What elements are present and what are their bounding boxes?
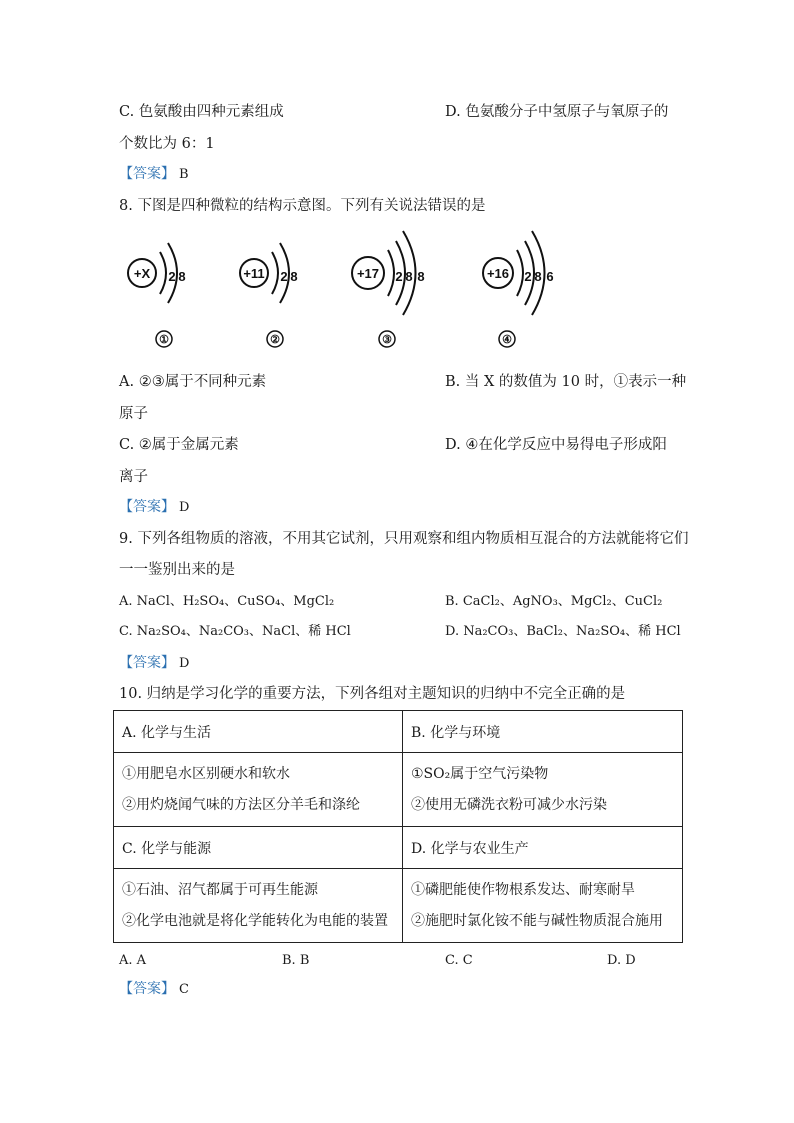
q9-stem: 9. 下列各组物质的溶液，不用其它试剂，只用观察和组内物质相互混合的方法就能将它们 — [119, 531, 689, 547]
shell-count: 2 — [280, 269, 288, 284]
q7-option-d-cont: 个数比为 6：1 — [119, 136, 215, 152]
q9-answer — [119, 653, 189, 674]
shell-count: 8 — [290, 269, 298, 284]
answer-value: D — [179, 500, 190, 515]
q10-option-c: C. C — [445, 953, 473, 968]
q8-option-c: C. ②属于金属元素 — [119, 437, 239, 453]
q9-option-d: D. Na₂CO₃、BaCl₂、Na₂SO₄、稀 HCl — [445, 624, 681, 639]
table-item: ②化学电池就是将化学能转化为电能的装置 — [122, 912, 388, 929]
q7-answer — [119, 164, 189, 185]
particle-label: ① — [159, 334, 169, 346]
table-item: ①磷肥能使作物根系发达、耐寒耐旱 — [411, 881, 635, 898]
q10-answer — [119, 979, 189, 1000]
table-cell-d-body — [403, 869, 683, 943]
shell-count: 8 — [534, 269, 542, 284]
shell-arc — [388, 250, 394, 296]
shell-count: 2 — [168, 269, 176, 284]
shell-arc — [272, 252, 278, 294]
table-item: ①SO₂属于空气污染物 — [411, 765, 549, 782]
nucleus-label: +16 — [486, 266, 510, 281]
q8-option-b: B. 当 X 的数值为 10 时，①表示一种 — [445, 374, 687, 390]
knowledge-table — [113, 710, 683, 943]
answer-tag: 【答案】 — [119, 499, 175, 515]
shell-count: 2 — [524, 269, 532, 284]
nucleus-label: +11 — [243, 266, 265, 281]
q9-stem-cont: 一一鉴别出来的是 — [119, 562, 235, 578]
shell-count: 8 — [405, 269, 413, 284]
shell-arc — [160, 252, 166, 294]
q7-option-c: C. 色氨酸由四种元素组成 — [119, 104, 284, 120]
table-item: ②使用无磷洗衣粉可减少水污染 — [411, 796, 607, 813]
shell-arc — [517, 250, 523, 296]
q10-stem: 10. 归纳是学习化学的重要方法，下列各组对主题知识的归纳中不完全正确的是 — [119, 686, 626, 702]
answer-tag: 【答案】 — [119, 981, 175, 997]
particle-label: ② — [270, 334, 280, 346]
nucleus-label: +X — [133, 266, 151, 281]
table-cell-c-body — [114, 869, 403, 943]
q9-option-c: C. Na₂SO₄、Na₂CO₃、NaCl、稀 HCl — [119, 624, 351, 639]
q10-option-d: D. D — [607, 953, 636, 968]
table-cell-a-body — [114, 753, 403, 827]
answer-value: D — [179, 656, 190, 671]
shell-count: 2 — [395, 269, 403, 284]
table-cell-c-head: C. 化学与能源 — [114, 827, 403, 869]
answer-value: C — [179, 982, 189, 997]
table-cell-d-head: D. 化学与农业生产 — [403, 827, 683, 869]
particle-label: ③ — [382, 334, 392, 346]
shell-count: 8 — [178, 269, 186, 284]
q8-option-d-cont: 离子 — [119, 469, 148, 485]
q7-option-d: D. 色氨酸分子中氢原子与氧原子的 — [445, 104, 669, 120]
q10-option-a: A. A — [119, 953, 147, 968]
shell-count: 8 — [417, 269, 425, 284]
shell-count: 6 — [546, 269, 554, 284]
answer-value: B — [179, 167, 189, 182]
nucleus-label: +17 — [356, 266, 380, 281]
table-item: ②用灼烧闻气味的方法区分羊毛和涤纶 — [122, 796, 360, 813]
table-item: ②施肥时氯化铵不能与碱性物质混合施用 — [411, 912, 663, 929]
q8-option-d: D. ④在化学反应中易得电子形成阳 — [445, 437, 667, 453]
particle-label: ④ — [502, 334, 512, 346]
answer-tag: 【答案】 — [119, 655, 175, 671]
q9-option-b: B. CaCl₂、AgNO₃、MgCl₂、CuCl₂ — [445, 594, 663, 609]
q8-option-a: A. ②③属于不同种元素 — [119, 374, 267, 390]
q8-option-b-cont: 原子 — [119, 406, 148, 422]
q9-option-a: A. NaCl、H₂SO₄、CuSO₄、MgCl₂ — [119, 594, 335, 609]
table-item: ①用肥皂水区别硬水和软水 — [122, 765, 290, 782]
q10-option-b: B. B — [282, 953, 310, 968]
atomic-structure-diagrams — [110, 225, 580, 355]
q8-answer — [119, 497, 189, 518]
table-cell-b-body — [403, 753, 683, 827]
table-cell-b-head: B. 化学与环境 — [403, 711, 683, 753]
table-item: ①石油、沼气都属于可再生能源 — [122, 881, 318, 898]
answer-tag: 【答案】 — [119, 166, 175, 182]
q8-stem: 8. 下图是四种微粒的结构示意图。下列有关说法错误的是 — [119, 198, 486, 214]
table-cell-a-head: A. 化学与生活 — [114, 711, 403, 753]
